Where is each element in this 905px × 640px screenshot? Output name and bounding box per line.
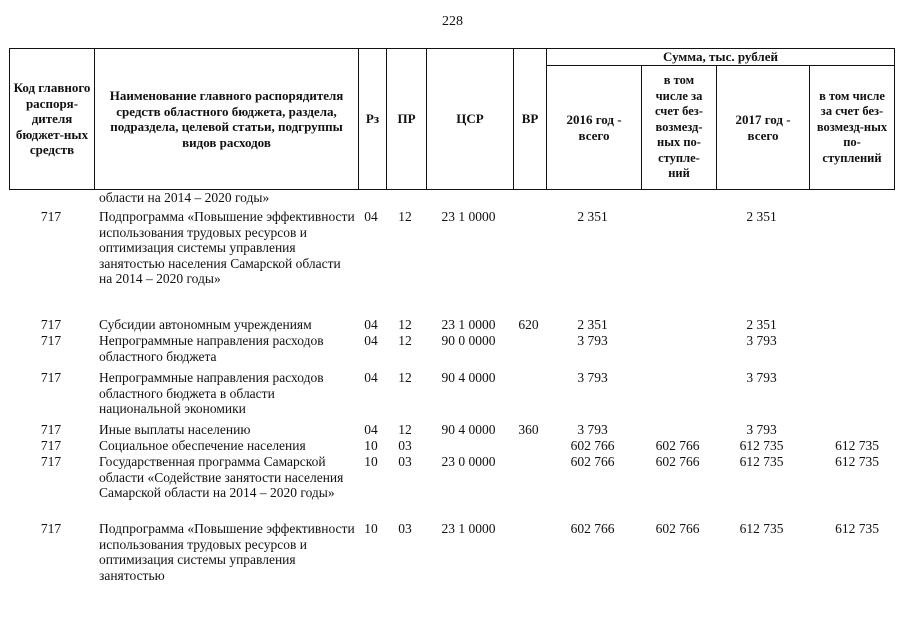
table-body — [9, 190, 895, 589]
cell-code — [9, 190, 93, 205]
cell-csr: 23 1 0000 — [441, 209, 496, 224]
cell-2017-free: 612 735 — [835, 521, 879, 536]
cell-2017-total: 612 735 — [739, 438, 784, 453]
table-row — [9, 438, 895, 454]
cell-vr — [512, 438, 545, 454]
cell-2017-free — [808, 317, 895, 333]
cell-2017-total: 612 735 — [739, 521, 784, 536]
cell-2016-total: 602 766 — [570, 521, 615, 536]
cell-csr — [425, 438, 512, 454]
cell-name: Непрограммные направления расходов областного бюджета в области национальной экономики — [99, 370, 324, 416]
cell-2016-total: 3 793 — [577, 370, 608, 385]
cell-vr — [512, 370, 545, 422]
cell-2017-total: 2 351 — [746, 317, 777, 332]
cell-pr: 12 — [398, 209, 412, 224]
cell-name: Подпрограмма «Повышение эффективности использования трудовых ресурсов и оптимизация системы управления занятостью населения Самарской области на 2014 – 2020 годы» — [99, 209, 355, 286]
header-2017-total: 2017 год - всего — [735, 112, 791, 143]
cell-2017-free: 612 735 — [835, 438, 879, 453]
cell-pr: 03 — [398, 521, 412, 536]
cell-rz: 04 — [364, 422, 378, 437]
cell-vr — [512, 333, 545, 370]
cell-2016-total: 2 351 — [577, 317, 608, 332]
cell-2016-free — [640, 333, 715, 370]
table-row — [9, 209, 895, 317]
header-rz: Рз — [365, 111, 380, 127]
header-vr: ВР — [521, 111, 539, 127]
cell-2016-total: 3 793 — [577, 333, 608, 348]
cell-name: области на 2014 – 2020 годы» — [99, 190, 270, 205]
header-name: Наименование главного распорядителя средств областного бюджета, раздела, подраздела, целевой статьи, подгруппы видов расходов — [109, 88, 344, 150]
table-header — [9, 48, 895, 190]
header-2017-free: в том числе за счет без-возмезд-ных по-ступлений — [816, 88, 888, 165]
cell-pr: 12 — [398, 317, 412, 332]
cell-code: 717 — [40, 370, 62, 385]
cell-csr: 90 0 0000 — [441, 333, 496, 348]
table-row — [9, 422, 895, 438]
cell-vr — [512, 454, 545, 521]
cell-pr: 03 — [398, 454, 412, 469]
header-2016-free: в том числе за счет без-возмезд-ных по-ступле-ний — [655, 73, 703, 181]
cell-pr: 12 — [398, 422, 412, 437]
cell-2017-free — [808, 209, 895, 317]
cell-csr: 23 1 0000 — [441, 317, 496, 332]
cell-name: Государственная программа Самарской области «Содействие занятости населения Самарской области на 2014 – 2020 годы» — [99, 454, 344, 500]
cell-csr: 90 4 0000 — [441, 422, 496, 437]
cell-name: Социальное обеспечение населения — [99, 438, 306, 453]
page-number: 228 — [442, 14, 463, 29]
cell-rz: 04 — [364, 333, 378, 348]
cell-vr — [512, 209, 545, 317]
cell-2016-free: 602 766 — [655, 438, 700, 453]
cell-2017-total: 3 793 — [746, 370, 777, 385]
cell-csr: 23 0 0000 — [441, 454, 496, 469]
cell-rz: 04 — [364, 317, 378, 332]
cell-2017-total: 612 735 — [739, 454, 784, 469]
cell-code: 717 — [40, 333, 62, 348]
cell-pr: 03 — [398, 438, 412, 453]
cell-rz: 04 — [364, 209, 378, 224]
cell-2017-total: 3 793 — [746, 422, 777, 437]
cell-csr: 90 4 0000 — [441, 370, 496, 385]
cell-vr — [512, 521, 545, 589]
header-sum-group: Сумма, тыс. рублей — [663, 49, 778, 65]
cell-name: Подпрограмма «Повышение эффективности использования трудовых ресурсов и оптимизация системы управления занятостью — [99, 521, 355, 583]
cell-2016-total: 602 766 — [570, 438, 615, 453]
cell-rz: 04 — [364, 370, 378, 385]
cell-2016-free — [640, 422, 715, 438]
cell-rz: 10 — [364, 521, 378, 536]
header-2016-total: 2016 год - всего — [566, 112, 622, 143]
cell-2017-total: 3 793 — [746, 333, 777, 348]
table-row — [9, 190, 895, 205]
cell-2016-total: 602 766 — [570, 454, 615, 469]
cell-pr: 12 — [398, 370, 412, 385]
cell-2017-free — [808, 370, 895, 422]
cell-code: 717 — [40, 209, 62, 224]
cell-csr: 23 1 0000 — [441, 521, 496, 536]
cell-vr: 620 — [518, 317, 539, 332]
cell-2017-free — [808, 333, 895, 370]
cell-2016-free — [640, 317, 715, 333]
cell-rz: 10 — [364, 454, 378, 469]
cell-2016-free — [640, 209, 715, 317]
cell-2017-free: 612 735 — [835, 454, 879, 469]
cell-name: Субсидии автономным учреждениям — [99, 317, 312, 332]
cell-2017-total: 2 351 — [746, 209, 777, 224]
cell-vr: 360 — [518, 422, 539, 437]
table-row — [9, 317, 895, 333]
cell-2016-free: 602 766 — [655, 521, 700, 536]
cell-2017-free — [808, 422, 895, 438]
table-row — [9, 454, 895, 521]
cell-code: 717 — [40, 438, 62, 453]
cell-rz: 10 — [364, 438, 378, 453]
cell-name: Иные выплаты населению — [99, 422, 251, 437]
table-row — [9, 333, 895, 370]
table-row — [9, 521, 895, 589]
header-code: Код главного распоря-дителя бюджет-ных средств — [13, 80, 91, 158]
cell-code: 717 — [40, 521, 62, 536]
cell-pr: 12 — [398, 333, 412, 348]
cell-2016-total: 3 793 — [577, 422, 608, 437]
cell-2016-free: 602 766 — [655, 454, 700, 469]
header-csr: ЦСР — [456, 111, 484, 127]
cell-2016-total: 2 351 — [577, 209, 608, 224]
cell-code: 717 — [40, 454, 62, 469]
table-row — [9, 370, 895, 422]
cell-name: Непрограммные направления расходов областного бюджета — [99, 333, 324, 364]
cell-code: 717 — [40, 317, 62, 332]
header-pr: ПР — [397, 111, 416, 127]
cell-code: 717 — [40, 422, 62, 437]
cell-2016-free — [640, 370, 715, 422]
